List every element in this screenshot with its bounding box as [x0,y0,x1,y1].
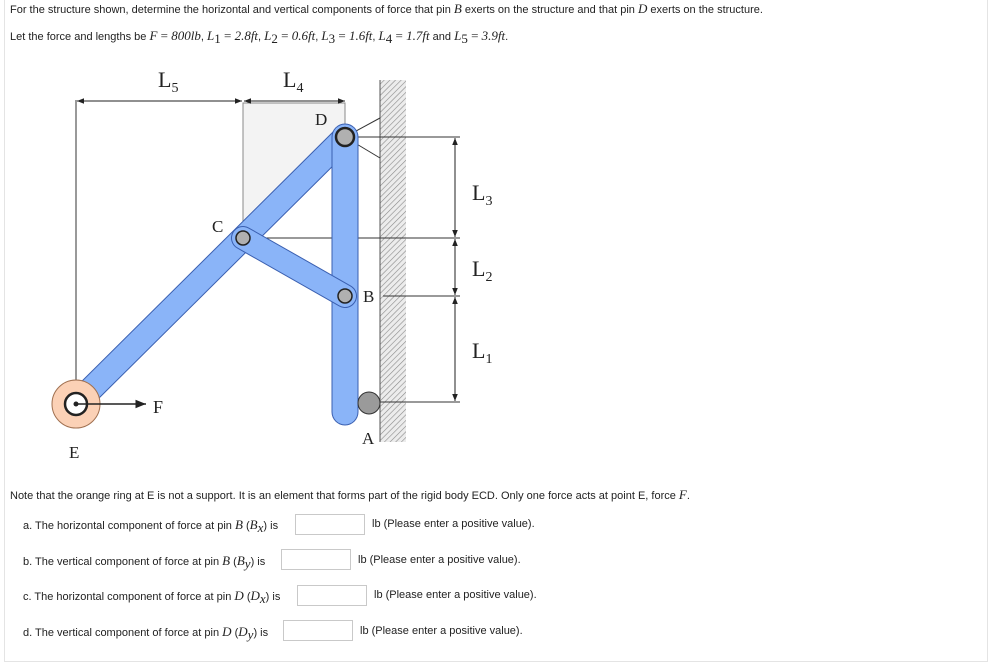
member-CB-fill [243,238,345,296]
pin-B [338,289,352,303]
label-L1: $L_1$ [472,338,493,367]
roller-A [358,392,380,414]
unit-dy: lb (Please enter a positive value). [360,625,523,637]
unit-by: lb (Please enter a positive value). [358,554,521,566]
question-d: d. The vertical component of force at pin D $(D_y)$ is [23,624,269,643]
unit-dx: lb (Please enter a positive value). [374,589,537,601]
wall [380,80,406,442]
answer-input-by[interactable] [281,549,351,570]
label-L5: $L_5$ [158,67,179,96]
label-F: F [153,397,164,417]
answer-input-dy[interactable] [283,620,353,641]
answer-input-dx[interactable] [297,585,367,606]
given-values: Let the force and lengths be F = 800lb, $L_1 = 2.8ft$, $L_2 = 0.6ft$, $L_3 = 1.6ft$, $L_4 = 1.7ft$ and $L_5 = 3.9ft$. [10,28,509,47]
pin-D [336,128,354,146]
question-b: b. The vertical component of force at pin B $(B_y)$ is [23,553,266,572]
unit-bx: lb (Please enter a positive value). [372,518,535,530]
label-D: D [315,110,328,129]
question-a: a. The horizontal component of force at pin B $(B_x)$ is [23,517,279,536]
answer-input-bx[interactable] [295,514,365,535]
note-text: Note that the orange ring at E is not a support. It is an element that forms part of the rigid body ECD. Only one force acts at point E, force F. [10,487,690,502]
label-E: E [69,443,80,462]
problem-statement: For the structure shown, determine the horizontal and vertical components of force that pin B exerts on the structure and that pin D exerts on the structure. [10,1,763,16]
label-C: C [212,217,224,236]
label-B: B [363,287,375,306]
question-c: c. The horizontal component of force at pin D $(D_x)$ is [23,588,281,607]
label-A: A [362,429,375,448]
label-L2: $L_2$ [472,256,493,285]
point-E [74,402,79,407]
label-L3: $L_3$ [472,180,493,209]
pin-C [236,231,250,245]
label-L4: $L_4$ [283,67,304,96]
